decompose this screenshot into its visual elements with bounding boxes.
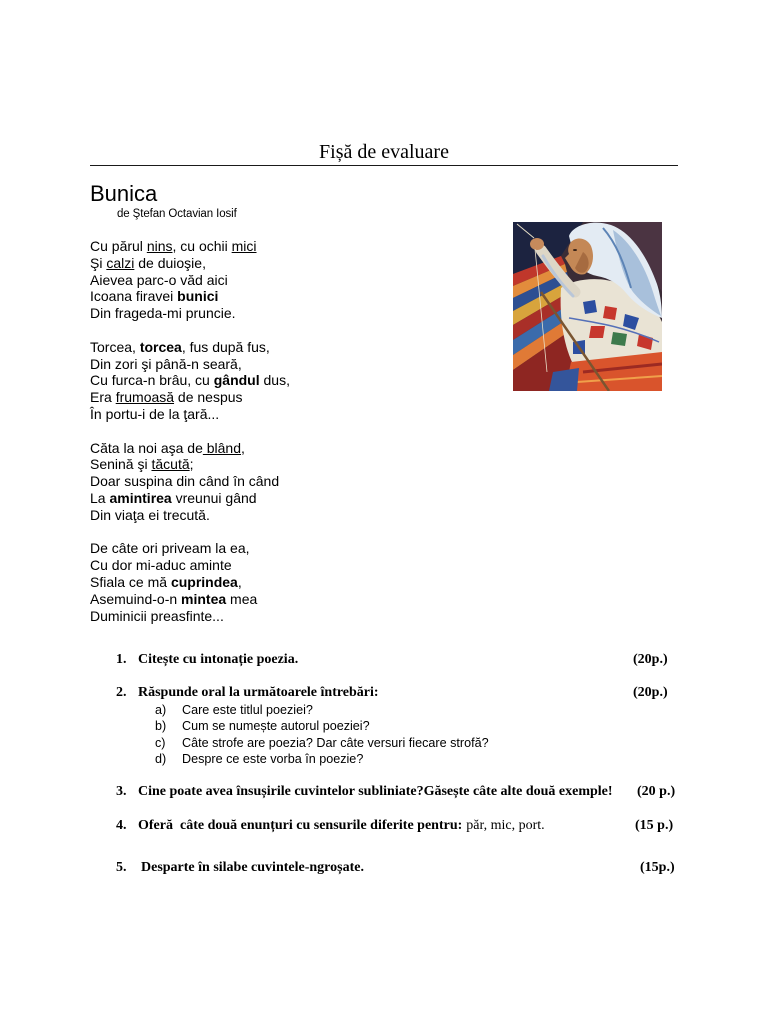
question-1	[0, 652, 768, 668]
verse-text: Asemuind-o-n	[90, 590, 182, 607]
subquestion-b	[0, 718, 768, 734]
verse-text: Căta la noi aşa de	[90, 439, 203, 456]
stanza	[90, 540, 490, 624]
question-text	[138, 784, 613, 800]
verse-text: Duminicii preasfinte...	[90, 607, 224, 624]
question-prompt: Oferă câte două enunțuri cu sensurile diferite pentru:	[138, 818, 463, 833]
subquestion-text: Câte strofe are poezia? Dar câte versuri fiecare strofă?	[182, 736, 489, 750]
verse-text: Icoana firavei	[90, 288, 178, 305]
verse-line	[90, 238, 490, 255]
question-points: (15 p.)	[635, 818, 674, 833]
verse-text: de duioşie,	[134, 254, 206, 271]
stanza	[90, 339, 490, 423]
target-words: păr, mic, port.	[466, 818, 545, 833]
embroidery-patch	[611, 332, 627, 346]
verse-text: Senină şi	[90, 456, 152, 473]
bold-word: cuprindea	[170, 573, 238, 590]
question-number: 1.	[116, 652, 127, 667]
verse-text: , fus după fus,	[181, 338, 270, 355]
subquestion-d	[0, 751, 768, 767]
poem-author: de Ştefan Octavian Iosif	[117, 208, 237, 220]
verse-line	[90, 473, 490, 490]
verse-text: vreunui gând	[171, 489, 257, 506]
verse-text: Aievea parc-o văd aici	[90, 271, 228, 288]
question-number: 4.	[116, 818, 127, 833]
question-points: (20p.)	[633, 685, 668, 700]
question-text	[138, 685, 379, 701]
eye	[573, 249, 577, 251]
verse-line	[90, 372, 490, 389]
verse-line	[90, 272, 490, 289]
verse-line	[90, 339, 490, 356]
verse-line	[90, 490, 490, 507]
embroidery-patch	[603, 306, 617, 320]
embroidery-patch	[589, 326, 605, 338]
bold-word: amintirea	[109, 489, 172, 506]
bold-word: gândul	[213, 372, 260, 389]
document-title: Fișă de evaluare	[319, 141, 449, 163]
subquestion-c	[0, 735, 768, 751]
verse-text: Era	[90, 389, 116, 406]
question-points: (20 p.)	[637, 784, 676, 799]
verse-text: mea	[226, 590, 258, 607]
verse-text: Doar suspina din când în când	[90, 473, 280, 490]
verse-text: dus,	[259, 372, 290, 389]
underlined-word: blând	[202, 439, 242, 456]
verse-line	[90, 591, 490, 608]
underlined-word: frumoasă	[115, 389, 175, 406]
poem-body	[90, 238, 490, 641]
question-text	[138, 652, 298, 668]
poem-title: Bunica	[90, 181, 158, 206]
verse-text: ,	[241, 439, 245, 456]
verse-line	[90, 540, 490, 557]
question-3	[0, 784, 768, 800]
question-points: (20p.)	[633, 652, 668, 667]
question-prompt: Citește cu intonație poezia.	[138, 652, 299, 667]
verse-line	[90, 456, 490, 473]
bold-word: bunici	[177, 288, 219, 305]
verse-text: ,	[237, 573, 242, 590]
verse-line	[90, 356, 490, 373]
stanza	[90, 440, 490, 524]
verse-text: De câte ori priveam la ea,	[90, 540, 250, 557]
subquestion-text: Despre ce este vorba în poezie?	[182, 752, 364, 766]
underlined-word: mici	[231, 238, 257, 254]
verse-text: , cu ochii	[172, 238, 232, 254]
question-number: 3.	[116, 784, 127, 799]
verse-line	[90, 389, 490, 406]
question-text	[141, 860, 364, 876]
verse-text: Cu părul	[90, 238, 147, 254]
question-text	[138, 818, 545, 834]
verse-text: Cu furca-n brâu, cu	[90, 372, 214, 389]
question-number: 2.	[116, 685, 127, 700]
poem-illustration	[513, 222, 662, 391]
verse-text: Cu dor mi-aduc aminte	[90, 557, 232, 574]
verse-line	[90, 608, 490, 625]
stanza	[90, 238, 490, 322]
question-2	[0, 685, 768, 701]
subquestion-label: c)	[155, 736, 166, 750]
verse-line	[90, 507, 490, 524]
verse-text: de nespus	[174, 389, 243, 406]
verse-text: ;	[189, 456, 194, 473]
question-points: (15p.)	[640, 860, 675, 875]
verse-line	[90, 406, 490, 423]
subquestion-label: d)	[155, 752, 167, 766]
question-number: 5.	[116, 860, 127, 875]
question-prompt: Desparte în silabe cuvintele-ngroșate.	[141, 860, 364, 875]
underlined-word: nins	[146, 238, 173, 254]
subquestion-text: Cum se numește autorul poeziei?	[182, 719, 370, 733]
subquestion-a	[0, 702, 768, 718]
title-divider	[90, 165, 678, 166]
question-prompt: Cine poate avea însușirile cuvintelor subliniate?Găsește câte alte două exemple!	[138, 784, 613, 799]
verse-line	[90, 288, 490, 305]
verse-text: Din viaţa ei trecută.	[90, 506, 210, 523]
verse-line	[90, 574, 490, 591]
verse-text: În portu-i de la ţară...	[90, 405, 220, 422]
question-5	[0, 860, 768, 876]
embroidery-patch	[583, 300, 597, 314]
verse-line	[90, 305, 490, 322]
verse-text: Torcea,	[90, 338, 140, 355]
verse-text: Din zori şi până-n seară,	[90, 355, 242, 372]
hand	[530, 238, 544, 250]
verse-text: Sfiala ce mă	[90, 573, 171, 590]
verse-text: Şi	[90, 254, 107, 271]
bold-word: mintea	[181, 590, 227, 607]
verse-line	[90, 557, 490, 574]
verse-line	[90, 440, 490, 457]
underlined-word: tăcută	[151, 456, 190, 473]
question-prompt: Răspunde oral la următoarele întrebări:	[138, 685, 379, 700]
bold-word: torcea	[139, 338, 182, 355]
verse-text: La	[90, 489, 110, 506]
underlined-word: calzi	[106, 254, 135, 271]
verse-text: Din frageda-mi pruncie.	[90, 305, 236, 322]
verse-line	[90, 255, 490, 272]
subquestion-label: b)	[155, 719, 167, 733]
subquestion-label: a)	[155, 703, 167, 717]
subquestion-text: Care este titlul poeziei?	[182, 703, 313, 717]
question-4	[0, 818, 768, 834]
